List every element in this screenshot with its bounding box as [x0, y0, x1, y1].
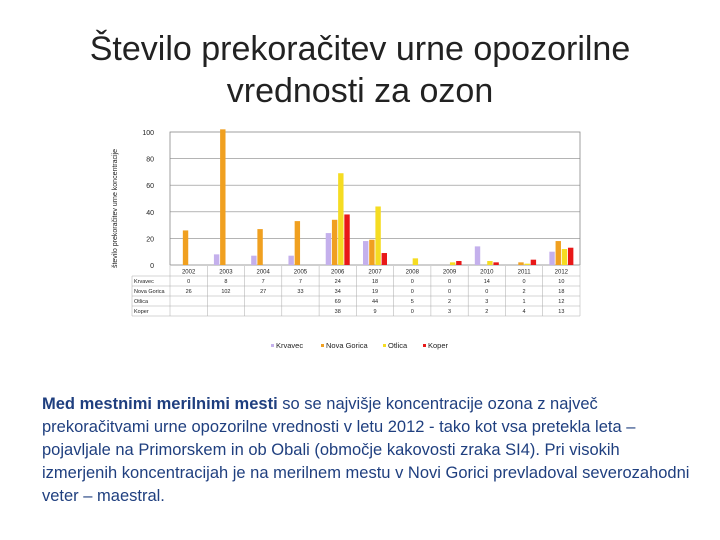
- table-cell: 4: [522, 309, 526, 315]
- x-tick-label: 2007: [368, 269, 382, 276]
- x-tick-label: 2012: [554, 269, 569, 276]
- table-cell: 0: [187, 279, 191, 285]
- x-tick-label: 2008: [405, 269, 419, 276]
- table-cell: 0: [410, 289, 414, 295]
- x-tick-label: 2004: [256, 269, 270, 276]
- table-cell: 9: [373, 309, 377, 315]
- bar: [295, 221, 300, 265]
- bar: [456, 261, 461, 265]
- bar: [375, 206, 380, 265]
- table-cell: 8: [224, 279, 228, 285]
- table-cell: 3: [448, 309, 452, 315]
- bar: [214, 254, 219, 265]
- table-cell: 0: [522, 279, 526, 285]
- x-tick-label: 2010: [480, 269, 494, 276]
- table-cell: 0: [448, 289, 452, 295]
- legend-swatch: [383, 344, 386, 347]
- table-cell: 0: [448, 279, 452, 285]
- x-tick-label: 2003: [219, 269, 233, 276]
- table-cell: 13: [558, 309, 565, 315]
- table-cell: 7: [298, 279, 302, 285]
- table-cell: 0: [410, 279, 414, 285]
- table-cell: 18: [558, 289, 565, 295]
- bar: [568, 248, 573, 265]
- x-tick-label: 2002: [181, 269, 196, 276]
- slide-title: Število prekoračitev urne opozorilne vrednosti za ozon: [89, 30, 631, 110]
- table-cell: 0: [410, 309, 414, 315]
- table-cell: 3: [485, 299, 489, 305]
- ozone-exceedance-chart: [105, 120, 585, 370]
- bar: [475, 246, 480, 265]
- table-cell: 18: [371, 279, 379, 285]
- legend-swatch: [271, 344, 274, 347]
- table-row-label: Koper: [134, 309, 149, 315]
- x-tick-label: 2006: [331, 269, 345, 276]
- bar: [363, 241, 368, 265]
- table-row-label: Krvavec: [134, 279, 154, 285]
- table-cell: 12: [558, 299, 565, 305]
- x-tick-label: 2009: [442, 269, 457, 276]
- table-row-label: Nova Gorica: [134, 289, 165, 295]
- table-cell: 26: [185, 289, 192, 295]
- bar: [220, 129, 225, 265]
- bar: [251, 256, 256, 265]
- y-tick-label: 60: [146, 183, 154, 191]
- table-cell: 7: [261, 279, 265, 285]
- y-axis-label: število prekoračitev urne koncentracije: [112, 148, 119, 269]
- table-cell: 33: [297, 289, 304, 295]
- bar: [562, 249, 567, 265]
- body-bold-phrase: Med mestnimi merilnimi mesti: [42, 395, 278, 413]
- bar: [338, 173, 343, 265]
- body-paragraph: [42, 393, 692, 508]
- table-cell: 0: [485, 289, 489, 295]
- y-tick-label: 0: [150, 263, 154, 270]
- bar: [413, 258, 418, 265]
- table-cell: 19: [371, 289, 379, 295]
- bar: [493, 262, 498, 265]
- bar: [257, 229, 262, 265]
- y-tick-label: 80: [146, 156, 154, 164]
- chart-svg: [105, 120, 585, 370]
- legend-label: Nova Gorica: [326, 341, 368, 350]
- bar: [288, 256, 293, 265]
- table-cell: 1: [522, 299, 526, 305]
- table-cell: 38: [334, 309, 341, 315]
- table-cell: 14: [483, 279, 490, 285]
- bar: [549, 252, 554, 265]
- table-cell: 10: [558, 279, 565, 285]
- table-cell: 2: [485, 309, 489, 315]
- bar: [450, 262, 455, 265]
- bar: [183, 230, 188, 265]
- legend-label: Otlica: [388, 341, 408, 350]
- table-row-label: Otlica: [134, 299, 149, 305]
- y-tick-label: 20: [146, 236, 154, 244]
- bar: [556, 241, 561, 265]
- body-rest-text: so se najvišje koncentracije ozona z največ prekoračitvami urne opozorilne vrednosti v letu 2012 - tako kot vsa pretekla leta – pojavljale na Primorskem in ob Obali (območje kakovosti zraka SI4). Pri visokih izmerjenih koncentracijah je na merilnem mestu v Novi Gorici prevladoval severozahodni veter – maestral.: [42, 395, 690, 505]
- table-cell: 102: [221, 289, 231, 295]
- table-cell: 44: [371, 299, 379, 305]
- y-tick-label: 100: [142, 130, 154, 137]
- table-cell: 27: [260, 289, 267, 295]
- legend-label: Krvavec: [276, 341, 304, 350]
- x-tick-label: 2005: [293, 269, 308, 276]
- table-cell: 2: [448, 299, 452, 305]
- legend-swatch: [321, 344, 324, 347]
- plot-area: [170, 132, 580, 265]
- legend-label: Koper: [428, 341, 449, 350]
- legend-swatch: [423, 344, 426, 347]
- bar: [344, 214, 349, 265]
- table-cell: 34: [334, 289, 341, 295]
- bar: [326, 233, 331, 265]
- table-cell: 5: [410, 299, 414, 305]
- table-cell: 2: [522, 289, 526, 295]
- bar: [487, 261, 492, 265]
- table-cell: 69: [334, 299, 341, 305]
- bar: [332, 220, 337, 265]
- y-tick-label: 40: [146, 209, 154, 217]
- bar: [531, 260, 536, 265]
- bar: [369, 240, 374, 265]
- bar: [518, 262, 523, 265]
- bar: [524, 264, 529, 265]
- bar: [382, 253, 387, 265]
- x-tick-label: 2011: [517, 269, 531, 276]
- table-cell: 24: [334, 279, 341, 285]
